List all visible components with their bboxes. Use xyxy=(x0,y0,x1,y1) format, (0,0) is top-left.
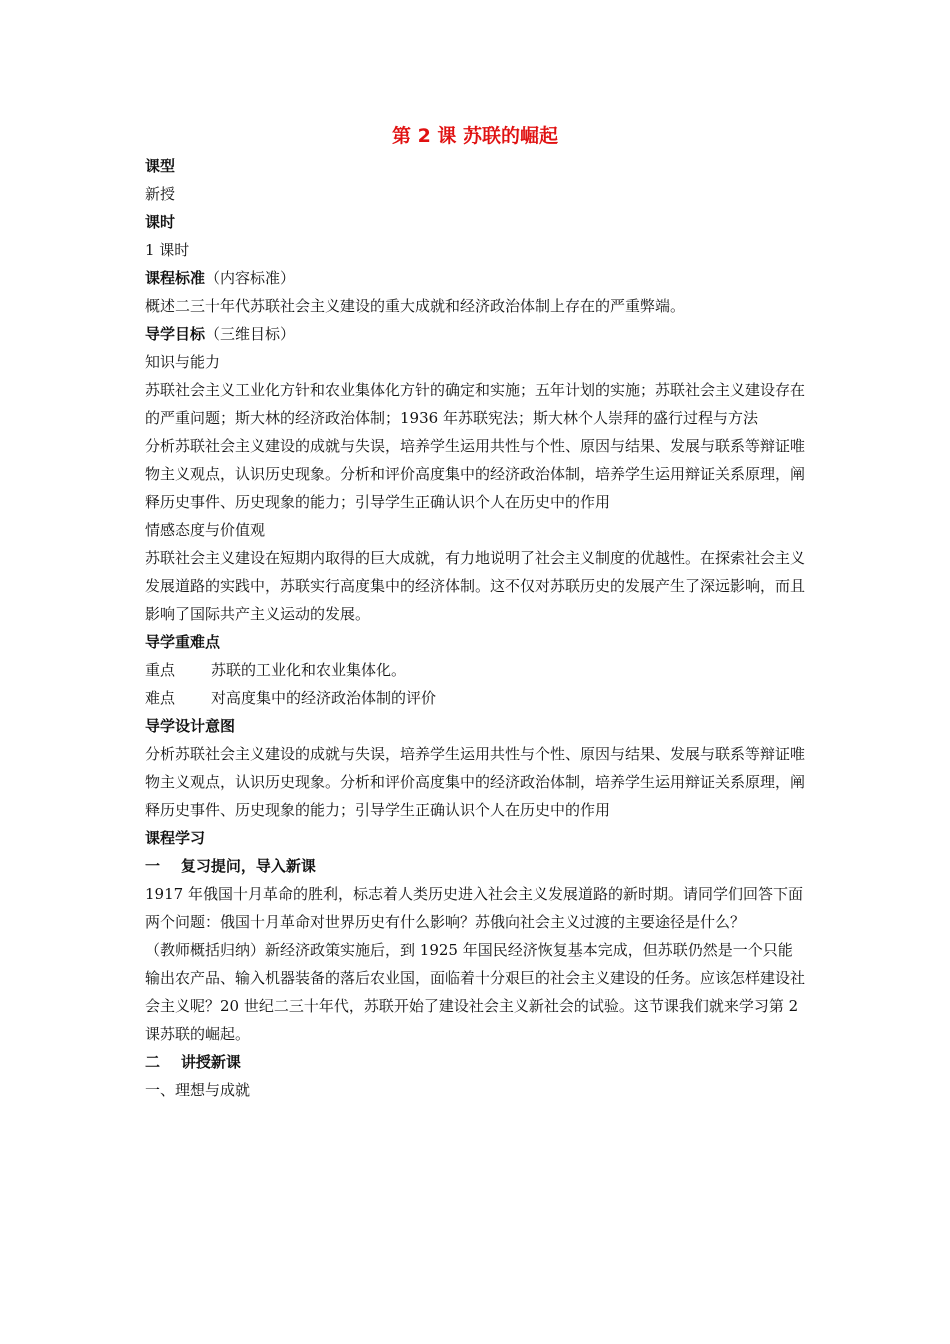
standard-heading: 课程标准 xyxy=(145,269,206,287)
key-label: 重点 xyxy=(145,661,176,679)
goals-heading: 导学目标 xyxy=(145,325,206,343)
goals-heading-row xyxy=(145,320,805,348)
design-heading: 导学设计意图 xyxy=(145,717,236,735)
section1-paragraph-2: （教师概括归纳）新经济政策实施后，到 1925 年国民经济恢复基本完成，但苏联仍然是一个只能输出农产品、输入机器装备的落后农业国，面临着十分艰巨的社会主义建设的任务。应该怎样建设社会主义呢？20 世纪二三十年代，苏联开始了建设社会主义新社会的试验。这节课我们就来学习第 2 课苏联的崛起。 xyxy=(145,941,806,1043)
lesson-type-value: 新授 xyxy=(145,185,176,203)
section1-heading: 一 复习提问，导入新课 xyxy=(145,857,316,875)
goals-note: （三维目标） xyxy=(205,325,296,343)
page-title: 第 2 课 苏联的崛起 xyxy=(391,125,559,147)
difficult-label: 难点 xyxy=(145,689,176,707)
key-point-row xyxy=(145,656,805,684)
section2-subheading: 一、理想与成就 xyxy=(145,1081,251,1099)
difficult-text: 对高度集中的经济政治体制的评价 xyxy=(211,689,437,707)
method-text: 分析苏联社会主义建设的成就与失误，培养学生运用共性与个性、原因与结果、发展与联系等辩证唯物主义观点，认识历史现象。分析和评价高度集中的经济政治体制，培养学生运用辩证关系原理，阐释历史事件、历史现象的能力；引导学生正确认识个人在历史中的作用 xyxy=(145,437,806,511)
lesson-type-heading: 课型 xyxy=(145,157,176,175)
section1-paragraph-1: 1917 年俄国十月革命的胜利，标志着人类历史进入社会主义发展道路的新时期。请同学们回答下面两个问题：俄国十月革命对世界历史有什么影响？苏俄向社会主义过渡的主要途径是什么？ xyxy=(145,885,803,931)
hours-value: 1 课时 xyxy=(145,241,190,259)
key-text: 苏联的工业化和农业集体化。 xyxy=(211,661,407,679)
difficult-point-row xyxy=(145,684,805,712)
document-body xyxy=(145,152,805,1104)
hours-heading: 课时 xyxy=(145,213,176,231)
standard-heading-row xyxy=(145,264,805,292)
knowledge-text: 苏联社会主义工业化方针和农业集体化方针的确定和实施；五年计划的实施；苏联社会主义建设存在的严重问题；斯大林的经济政治体制；1936 年苏联宪法；斯大林个人崇拜的盛行过程与方法 xyxy=(145,381,806,427)
course-heading: 课程学习 xyxy=(145,829,206,847)
standard-note: （内容标准） xyxy=(205,269,296,287)
emotion-heading: 情感态度与价值观 xyxy=(145,521,266,539)
emotion-text: 苏联社会主义建设在短期内取得的巨大成就，有力地说明了社会主义制度的优越性。在探索社会主义发展道路的实践中，苏联实行高度集中的经济体制。这不仅对苏联历史的发展产生了深远影响，而且影响了国际共产主义运动的发展。 xyxy=(145,549,806,623)
section2-heading: 二 讲授新课 xyxy=(145,1053,241,1071)
standard-text: 概述二三十年代苏联社会主义建设的重大成就和经济政治体制上存在的严重弊端。 xyxy=(145,297,686,315)
knowledge-heading: 知识与能力 xyxy=(145,353,221,371)
key-heading: 导学重难点 xyxy=(145,633,221,651)
design-text: 分析苏联社会主义建设的成就与失误，培养学生运用共性与个性、原因与结果、发展与联系等辩证唯物主义观点，认识历史现象。分析和评价高度集中的经济政治体制，培养学生运用辩证关系原理，阐释历史事件、历史现象的能力；引导学生正确认识个人在历史中的作用 xyxy=(145,745,806,819)
